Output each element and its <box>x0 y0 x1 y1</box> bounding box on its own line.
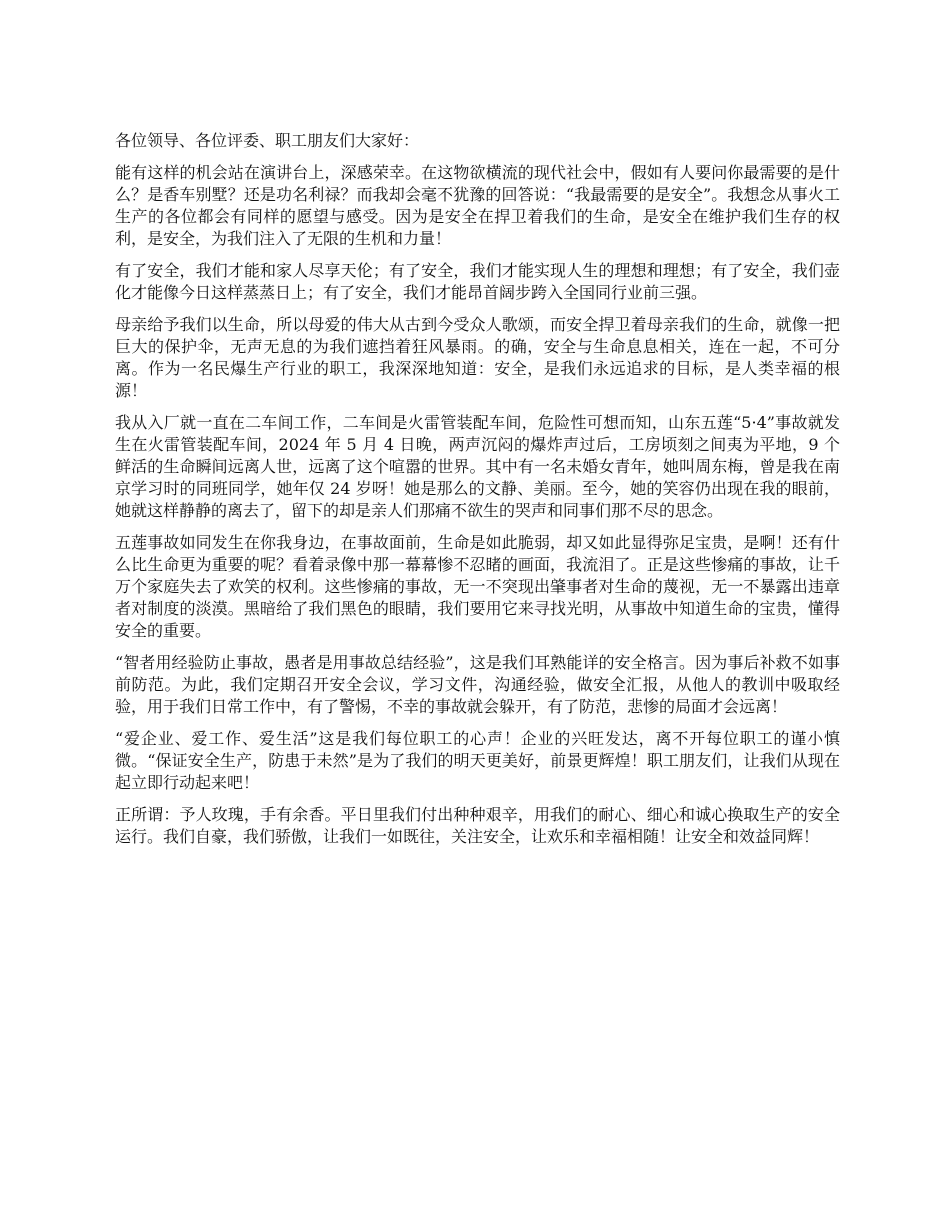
paragraph-6: “智者用经验防止事故，愚者是用事故总结经验”，这是我们耳熟能详的安全格言。因为事后补救不如事前防范。为此，我们定期召开安全会议，学习文件，沟通经验，做安全汇报，从他人的教训中吸取经验，用于我们日常工作中，有了警惕，不幸的事故就会躲开，有了防范，悲惨的局面才会远离！ <box>115 653 840 716</box>
greeting-line: 各位领导、各位评委、职工朋友们大家好： <box>115 131 420 150</box>
paragraph-8: 正所谓：予人玫瑰，手有余香。平日里我们付出种种艰辛，用我们的耐心、细心和诚心换取生产的安全运行。我们自豪，我们骄傲，让我们一如既往，关注安全，让欢乐和幸福相随！让安全和效益同辉！ <box>115 805 840 846</box>
paragraph-1: 能有这样的机会站在演讲台上，深感荣幸。在这物欲横流的现代社会中，假如有人要问你最需要的是什么？是香车别墅？还是功名利禄？而我却会毫不犹豫的回答说：“我最需要的是安全”。我想念从事火工生产的各位都会有同样的愿望与感受。因为是安全在捍卫着我们的生命，是安全在维护我们生存的权利，是安全，为我们注入了无限的生机和力量！ <box>115 163 840 248</box>
paragraph-5: 五莲事故如同发生在你我身边，在事故面前，生命是如此脆弱，却又如此显得弥足宝贵，是啊！还有什么比生命更为重要的呢？看着录像中那一幕幕惨不忍睹的画面，我流泪了。正是这些惨痛的事故，让千万个家庭失去了欢笑的权利。这些惨痛的事故，无一不突现出肇事者对生命的蔑视，无一不暴露出违章者对制度的淡漠。黑暗给了我们黑色的眼睛，我们要用它来寻找光明，从事故中知道生命的宝贵，懂得安全的重要。 <box>115 533 840 640</box>
paragraph-2: 有了安全，我们才能和家人尽享天伦；有了安全，我们才能实现人生的理想和理想；有了安全，我们壶化才能像今日这样蒸蒸日上；有了安全，我们才能昂首阔步跨入全国同行业前三强。 <box>115 261 840 302</box>
paragraph-4: 我从入厂就一直在二车间工作，二车间是火雷管装配车间，危险性可想而知，山东五莲“5·4”事故就发生在火雷管装配车间，2024 年 5 月 4 日晚，两声沉闷的爆炸声过后，工房顷刻之间夷为平地，9 个鲜活的生命瞬间远离人世，远离了这个喧嚣的世界。其中有一名未婚女青年，她叫周东梅，曾是我在南京学习时的同班同学，她年仅 24 岁呀！她是那么的文静、美丽。至今，她的笑容仍出现在我的眼前，她就这样静静的离去了，留下的却是亲人们那痛不欲生的哭声和同事们那不尽的思念。 <box>115 413 840 520</box>
speech-body <box>115 130 840 858</box>
paragraph-3: 母亲给予我们以生命，所以母爱的伟大从古到今受众人歌颂，而安全捍卫着母亲我们的生命，就像一把巨大的保护伞，无声无息的为我们遮挡着狂风暴雨。的确，安全与生命息息相关，连在一起，不可分离。作为一名民爆生产行业的职工，我深深地知道：安全，是我们永远追求的目标，是人类幸福的根源！ <box>115 315 840 400</box>
paragraph-7: “爱企业、爱工作、爱生活”这是我们每位职工的心声！企业的兴旺发达，离不开每位职工的谨小慎微。“保证安全生产，防患于未然”是为了我们的明天更美好，前景更辉煌！职工朋友们，让我们从现在起立即行动起来吧！ <box>115 729 840 792</box>
